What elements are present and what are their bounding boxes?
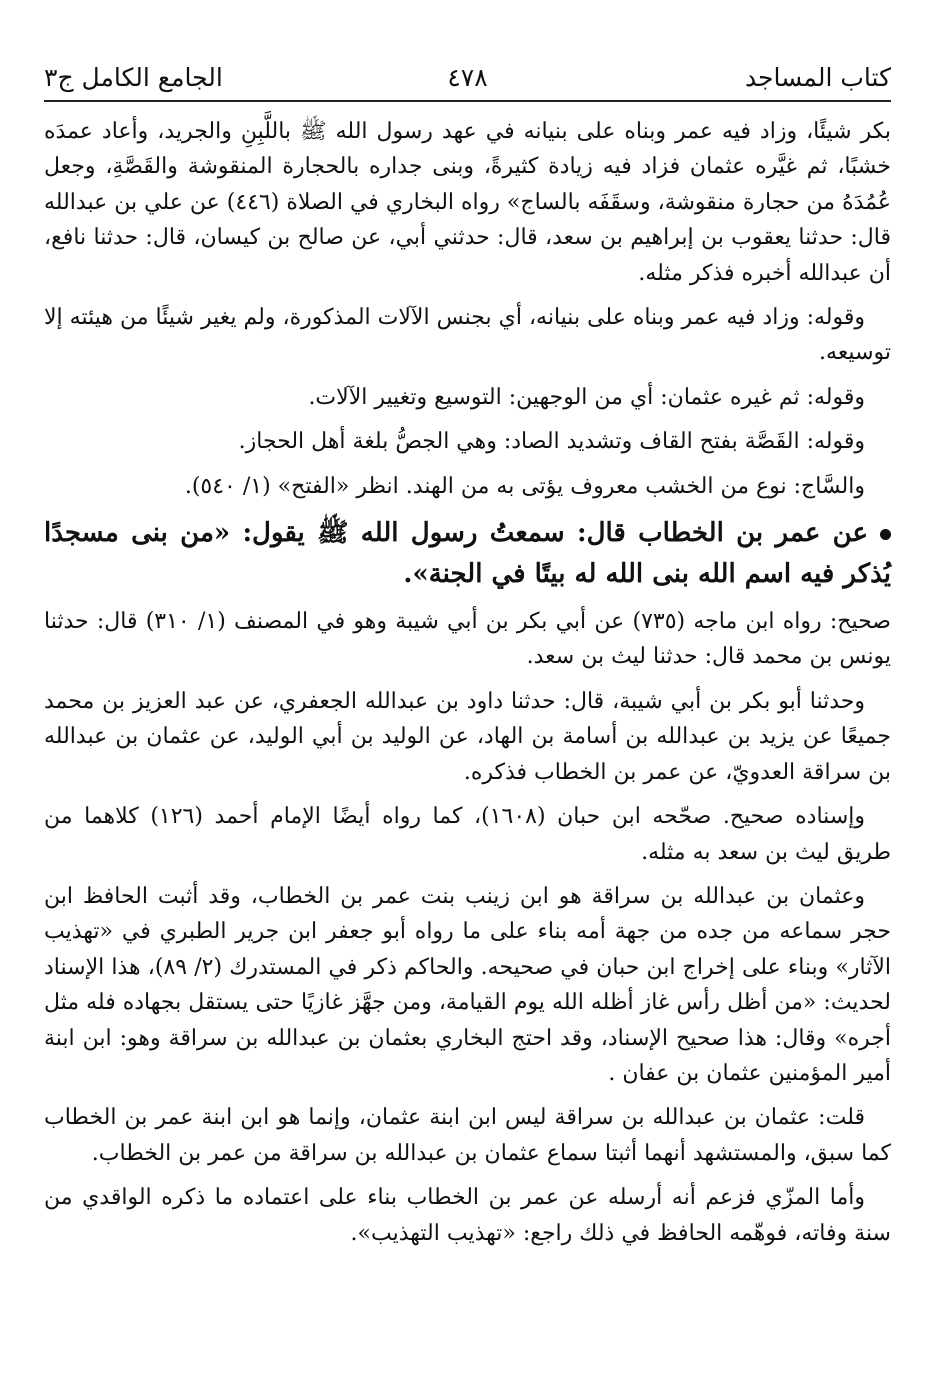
page-body	[44, 114, 891, 1251]
hadith-text: عن عمر بن الخطاب قال: سمعتُ رسول الله ﷺ يقول: «من بنى مسجدًا يُذكر فيه اسم الله بنى الله له بيتًا في الجنة».	[44, 518, 891, 590]
paragraph: والسَّاج: نوع من الخشب معروف يؤتى به من الهند. انظر «الفتح» (١/ ٥٤٠).	[184, 473, 865, 499]
bullet-dot	[880, 529, 891, 540]
paragraph: وإسناده صحيح. صحّحه ابن حبان (١٦٠٨)، كما رواه أيضًا الإمام أحمد (١٢٦) كلاهما من طريق ليث بن سعد به مثله.	[44, 804, 891, 865]
paragraph: وقوله: القَصَّة بفتح القاف وتشديد الصاد: وهي الجصُّ بلغة أهل الحجاز.	[238, 429, 865, 455]
page-header	[44, 58, 891, 98]
document-page	[44, 58, 891, 1251]
paragraph: قلت: عثمان بن عبدالله بن سراقة ليس ابن ابنة عثمان، وإنما هو ابن ابنة عمر بن الخطاب كما سبق، والمستشهد أنهما أثبتا سماع عثمان بن عبدالله بن سراقة من عمر بن الخطاب.	[44, 1105, 891, 1166]
paragraph: وقوله: وزاد فيه عمر وبناه على بنيانه، أي بجنس الآلات المذكورة، ولم يغير شيئًا من هيئته إلا توسيعه.	[44, 305, 891, 366]
paragraph: بكر شيئًا، وزاد فيه عمر وبناه على بنيانه في عهد رسول الله ﷺ باللَّبِنِ والجريد، وأعاد عمدَه خشبًا، ثم غيَّره عثمان فزاد فيه زيادة كثيرةً، وبنى جداره بالحجارة المنقوشة والقَصَّةِ، وجعل عُمُدَهُ من حجارة منقوشة، وسقَفَه بالساج» رواه البخاري في الصلاة (٤٤٦) عن علي بن عبدالله قال: حدثنا يعقوب بن إبراهيم بن سعد، قال: حدثني أبي، عن صالح بن كيسان، قال: حدثنا نافع، أن عبدالله أخبره فذكر مثله.	[44, 119, 891, 286]
page-number: ٤٧٨	[447, 63, 488, 92]
paragraph: صحيح: رواه ابن ماجه (٧٣٥) عن أبي بكر بن أبي شيبة وهو في المصنف (١/ ٣١٠) قال: حدثنا يونس بن محمد قال: حدثنا ليث بن سعد.	[44, 609, 891, 670]
book-title: الجامع الكامل ج٣	[44, 63, 223, 92]
paragraph: وحدثنا أبو بكر بن أبي شيبة، قال: حدثنا داود بن عبدالله الجعفري، عن عبد العزيز بن محمد جميعًا عن يزيد بن عبدالله بن أسامة بن الهاد، عن الوليد بن أبي الوليد، عن عثمان بن عبدالله بن سراقة العدويّ، عن عمر بن الخطاب فذكره.	[44, 688, 891, 785]
paragraph: وقوله: ثم غيره عثمان: أي من الوجهين: التوسيع وتغيير الآلات.	[308, 384, 865, 410]
hadith-paragraph	[44, 513, 891, 595]
header-rule	[44, 100, 891, 102]
paragraph: وأما المزّي فزعم أنه أرسله عن عمر بن الخطاب بناء على اعتماده ما ذكره الواقدي من سنة وفاته، فوهّمه الحافظ في ذلك راجع: «تهذيب التهذيب».	[44, 1185, 891, 1246]
chapter-title: كتاب المساجد	[744, 63, 891, 92]
paragraph: وعثمان بن عبدالله بن سراقة هو ابن زينب بنت عمر بن الخطاب، وقد أثبت الحافظ ابن حجر سماعه من جده من جهة أمه بناء على ما رواه أبو جعفر ابن جرير الطبري في «تهذيب الآثار» وبناء على إخراج ابن حبان في صحيحه. والحاكم ذكر في المستدرك (٢/ ٨٩)، هذا الإسناد لحديث: «من أظل رأس غاز أظله الله يوم القيامة، ومن جهَّز غازيًا حتى يستقل بجهاده فله مثل أجره» وقال: هذا صحيح الإسناد، وقد احتج البخاري بعثمان بن عبدالله بن سراقة وهو: ابن ابنة أمير المؤمنين عثمان بن عفان .	[44, 883, 891, 1086]
